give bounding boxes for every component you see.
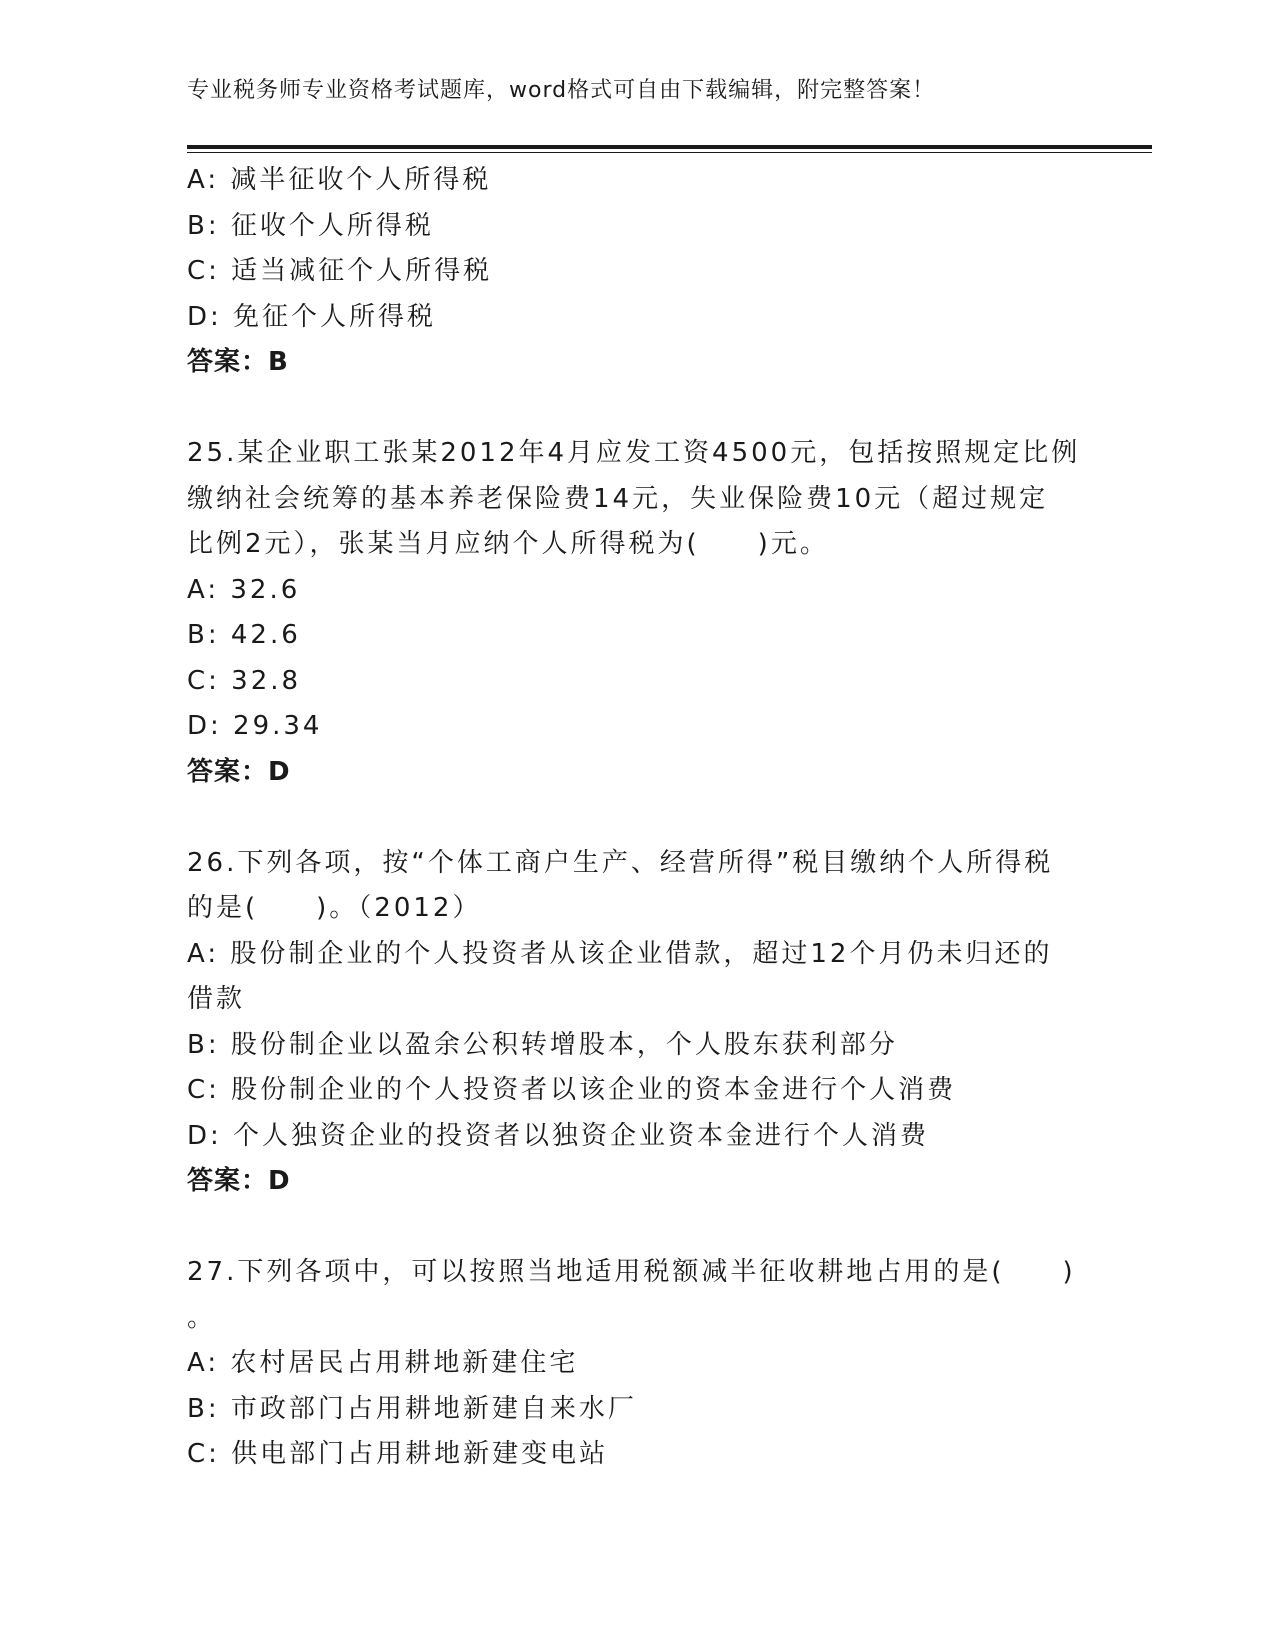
question-stem-line: 27.下列各项中，可以按照当地适用税额减半征收耕地占用的是( ) — [187, 1257, 1076, 1287]
spacer — [187, 1205, 1087, 1251]
question-stem-line: 25.某企业职工张某2012年4月应发工资4500元，包括按照规定比例 — [187, 438, 1081, 468]
option-a-continuation: 借款 — [187, 984, 246, 1014]
header-rule-thin — [187, 152, 1152, 153]
option-d: D: 29.34 — [187, 711, 323, 741]
option-d: D: 免征个人所得税 — [187, 301, 437, 332]
option-a: A: 股份制企业的个人投资者从该企业借款，超过12个月仍未归还的 — [187, 938, 1053, 969]
option-b: B: 市政部门占用耕地新建自来水厂 — [187, 1393, 637, 1424]
option-c: C: 股份制企业的个人投资者以该企业的资本金进行个人消费 — [187, 1075, 957, 1105]
option-b: B: 股份制企业以盈余公积转增股本，个人股东获利部分 — [187, 1029, 898, 1060]
answer-line: 答案：B — [187, 347, 289, 377]
option-a: A: 32.6 — [187, 574, 301, 605]
document-body — [187, 158, 1087, 1478]
question-stem-line: 比例2元），张某当月应纳个人所得税为( )元。 — [187, 529, 829, 559]
question-26 — [187, 841, 1087, 1205]
option-c: C: 供电部门占用耕地新建变电站 — [187, 1439, 609, 1469]
question-stem-line: 26.下列各项，按“个体工商户生产、经营所得”税目缴纳个人所得税 — [187, 847, 1054, 878]
option-b: B: 征收个人所得税 — [187, 210, 434, 241]
page-header: 专业税务师专业资格考试题库，word格式可自由下载编辑，附完整答案！ — [187, 78, 936, 103]
option-a: A: 减半征收个人所得税 — [187, 165, 492, 195]
option-b: B: 42.6 — [187, 620, 301, 650]
header-rule-thick — [187, 145, 1152, 149]
option-d: D: 个人独资企业的投资者以独资企业资本金进行个人消费 — [187, 1120, 930, 1151]
question-stem-line: 的是( )。（2012） — [187, 893, 482, 923]
question-stem-line: 。 — [187, 1302, 217, 1333]
option-c: C: 适当减征个人所得税 — [187, 256, 493, 286]
spacer — [187, 386, 1087, 432]
question-25 — [187, 431, 1087, 795]
answer-line: 答案：D — [187, 1166, 291, 1196]
spacer — [187, 795, 1087, 841]
question-24-continued — [187, 158, 1087, 386]
answer-line: 答案：D — [187, 756, 291, 787]
question-stem-line: 缴纳社会统筹的基本养老保险费14元，失业保险费10元（超过规定 — [187, 483, 1049, 514]
option-c: C: 32.8 — [187, 665, 302, 696]
option-a: A: 农村居民占用耕地新建住宅 — [187, 1348, 579, 1378]
question-27 — [187, 1250, 1087, 1478]
